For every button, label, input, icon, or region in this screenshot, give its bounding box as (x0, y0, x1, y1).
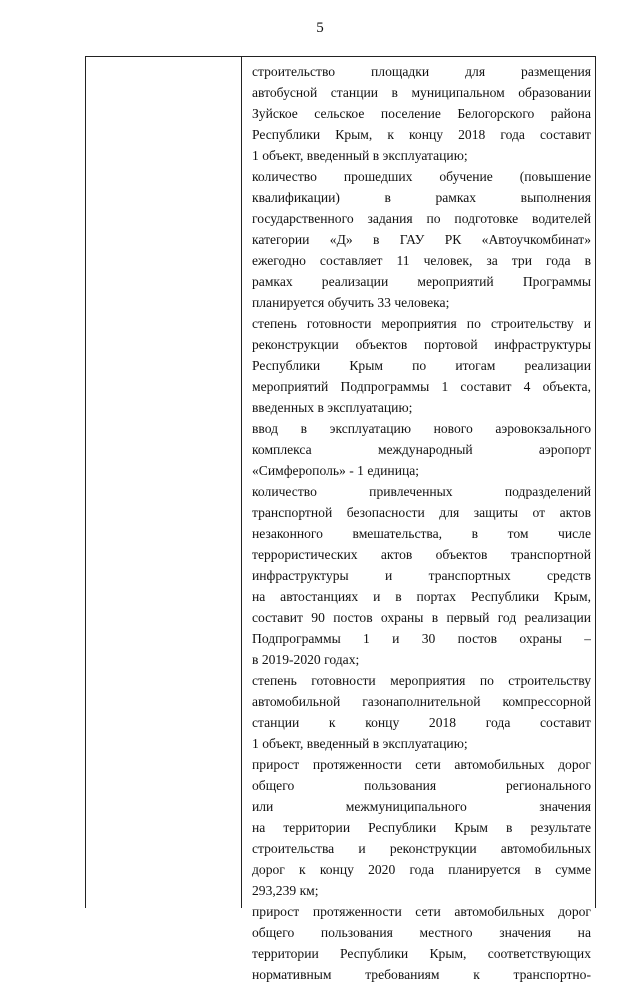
text-line: государственного задания по подготовке водителей (252, 211, 591, 226)
text-line: общего пользования регионального (252, 778, 591, 793)
text-line: количество привлеченных подразделений (252, 484, 591, 499)
text-line: мероприятий Подпрограммы 1 составит 4 объекта, (252, 379, 591, 394)
text-line: реконструкции объектов портовой инфраструктуры (252, 337, 591, 352)
text-line: автомобильной газонаполнительной компрессорной (252, 694, 591, 709)
text-line: строительство площадки для размещения (252, 64, 591, 79)
text-line: в 2019-2020 годах; (252, 652, 360, 667)
text-line: инфраструктуры и транспортных средств (252, 568, 591, 583)
text-line: прирост протяженности сети автомобильных дорог (252, 904, 591, 919)
text-line: Республики Крым, к концу 2018 года составит (252, 127, 591, 142)
text-line: Зуйское сельское поселение Белогорского района (252, 106, 591, 121)
text-line: категории «Д» в ГАУ РК «Автоучкомбинат» (252, 232, 591, 247)
program-table (85, 56, 596, 982)
text-line: «Симферополь» - 1 единица; (252, 463, 420, 478)
text-line: ввод в эксплуатацию нового аэровокзального (252, 421, 591, 436)
text-line: прирост протяженности сети автомобильных дорог (252, 757, 591, 772)
text-line: количество прошедших обучение (повышение (252, 169, 591, 184)
table-right-cell (252, 61, 591, 985)
text-line: транспортной безопасности для защиты от актов (252, 505, 591, 520)
text-line: дорог к концу 2020 года планируется в сумме (252, 862, 591, 877)
text-line: степень готовности мероприятия по строительству и (252, 316, 591, 331)
text-line: комплекса международный аэропорт (252, 442, 591, 457)
text-line: строительства и реконструкции автомобильных (252, 841, 591, 856)
page-number: 5 (316, 20, 324, 36)
text-line: на автостанциях и в портах Республики Крым, (252, 589, 591, 604)
text-line: или межмуниципального значения (252, 799, 591, 814)
text-line: 1 объект, введенный в эксплуатацию; (252, 736, 468, 751)
text-line: введенных в эксплуатацию; (252, 400, 413, 415)
text-line: станции к концу 2018 года составит (252, 715, 591, 730)
text-line: общего пользования местного значения на (252, 925, 591, 940)
text-line: квалификации) в рамках выполнения (252, 190, 591, 205)
text-line: степень готовности мероприятия по строительству (252, 673, 591, 688)
text-line: террористических актов объектов транспортной (252, 547, 591, 562)
text-line: составит 90 постов охраны в первый год реализации (252, 610, 591, 625)
text-line: территории Республики Крым, соответствующих (252, 946, 591, 961)
text-line: 1 объект, введенный в эксплуатацию; (252, 148, 468, 163)
text-line: ежегодно составляет 11 человек, за три года в (252, 253, 591, 268)
text-line: незаконного вмешательства, в том числе (252, 526, 591, 541)
text-line: 293,239 км; (252, 883, 319, 898)
text-line: рамках реализации мероприятий Программы (252, 274, 591, 289)
text-line: автобусной станции в муниципальном образовании (252, 85, 591, 100)
text-line: нормативным требованиям к транспортно- (252, 967, 591, 982)
text-line: на территории Республики Крым в результате (252, 820, 591, 835)
text-line: планируется обучить 33 человека; (252, 295, 450, 310)
text-line: Подпрограммы 1 и 30 постов охраны – (252, 631, 591, 646)
table-left-cell (86, 57, 242, 908)
text-line: Республики Крым по итогам реализации (252, 358, 591, 373)
